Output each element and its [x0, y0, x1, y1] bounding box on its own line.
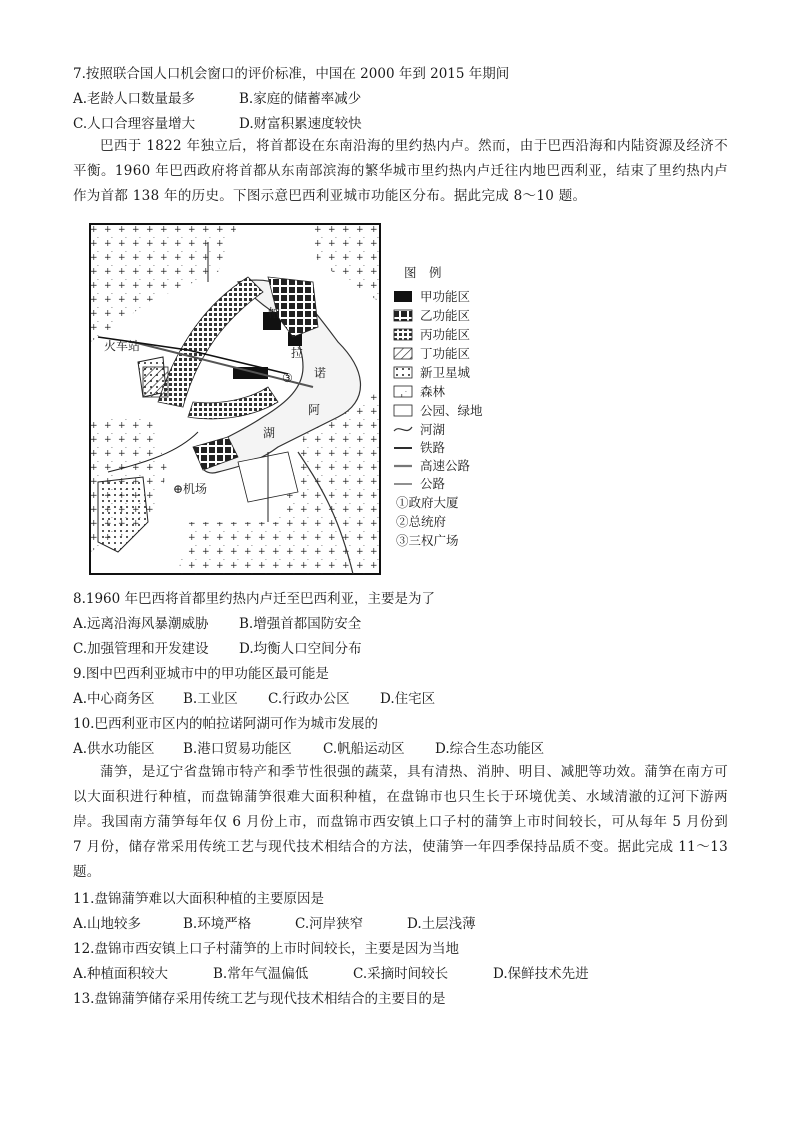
passage-brasilia: 巴西于 1822 年独立后，将首都设在东南沿海的里约热内卢。然而，由于巴西沿海和内陆资源及经济不平衡。1960 年巴西政府将首都从东南部滨海的繁华城市里约热内卢迁往内地巴西利亚，结束了里约热内卢作为首都 138 年的历史。下图示意巴西利亚城市功能区分布。据此完成 8～10 题。	[73, 138, 728, 204]
legend-swatch-river	[394, 427, 412, 431]
q7-options-row1	[73, 89, 361, 109]
legend-swatch-forest	[394, 386, 412, 397]
passage-cattail-shoots: 蒲笋，是辽宁省盘锦市特产和季节性很强的蔬菜，具有清热、消肿、明目、减肥等功效。蒲笋在南方可以大面积进行种植，而盘锦蒲笋很难大面积种植，在盘锦市也只生长于环境优美、水域清澈的辽河下游两岸。我国南方蒲笋每年仅 6 月份上市，而盘锦市西安镇上口子村的蒲笋上市时间较长，可从每年 5 月份到 7 月份，储存常采用传统工艺与现代技术相结合的方法，使蒲笋一年四季保持品质不变。据此完成 11～13 题。	[73, 764, 728, 880]
legend-swatch-bing	[394, 329, 412, 340]
label-airport: ⊕机场	[173, 482, 208, 496]
label-lake-char-5: 湖	[263, 426, 276, 440]
label-lake-char-4: 阿	[308, 403, 321, 417]
q11-option-d: D.土层浅薄	[407, 916, 476, 932]
q12-option-c: C.采摘时间较长	[353, 966, 449, 982]
q8-option-b: B.增强首都国防安全	[239, 616, 362, 632]
label-lake-char-2: 拉	[291, 346, 304, 360]
q9-option-a: A.中心商务区	[73, 691, 155, 707]
legend-ding: 丁功能区	[420, 346, 471, 361]
q9-option-c: C.行政办公区	[268, 691, 350, 707]
q7-option-b: B.家庭的储蓄率减少	[239, 91, 362, 107]
q8-option-a: A.远离沿海风暴潮威胁	[73, 616, 209, 632]
q10-option-c: C.帆船运动区	[323, 741, 405, 757]
legend-government-building: ①政府大厦	[396, 495, 459, 510]
legend-presidential-palace: ②总统府	[396, 514, 447, 529]
legend-swatch-ding	[394, 348, 412, 359]
q8-option-c: C.加强管理和开发建设	[73, 641, 209, 657]
legend-yi: 乙功能区	[420, 308, 471, 323]
q10-option-a: A.供水功能区	[73, 741, 155, 757]
q9-option-d: D.住宅区	[380, 691, 436, 707]
legend-railway: 铁路	[420, 440, 446, 455]
legend-highway: 高速公路	[420, 458, 471, 473]
legend-jia: 甲功能区	[420, 289, 471, 304]
zone-ding	[143, 367, 168, 397]
legend-road: 公路	[420, 476, 446, 491]
legend-swatch-jia	[394, 291, 412, 302]
label-lake-char-3: 诺	[314, 366, 327, 380]
q11-option-c: C.河岸狭窄	[295, 916, 364, 932]
label-lake-char-1: 帕	[268, 306, 281, 320]
legend-satellite: 新卫星城	[420, 365, 471, 380]
q12-options	[73, 964, 589, 984]
q11-option-a: A.山地较多	[73, 916, 142, 932]
q12-option-b: B.常年气温偏低	[213, 966, 309, 982]
map-legend	[394, 265, 483, 548]
q10-option-d: D.综合生态功能区	[435, 741, 545, 757]
q11-options	[73, 914, 476, 934]
brasilia-functional-zones-map	[88, 222, 484, 580]
q10-stem: 10.巴西利亚市区内的帕拉诺阿湖可作为城市发展的	[73, 716, 378, 732]
legend-river: 河湖	[420, 422, 446, 437]
legend-swatch-yi	[394, 310, 412, 321]
legend-three-powers-square: ③三权广场	[396, 533, 459, 548]
q7-options-row2	[73, 114, 362, 134]
legend-swatch-park	[394, 405, 412, 416]
q10-option-b: B.港口贸易功能区	[183, 741, 292, 757]
legend-forest: 森林	[420, 384, 446, 399]
q9-options	[73, 689, 435, 709]
forest-area-s	[178, 522, 288, 574]
q8-options-row2	[73, 639, 362, 659]
legend-park: 公园、绿地	[420, 403, 483, 418]
q8-options-row1	[73, 614, 361, 634]
q7-option-c: C.人口合理容量增大	[73, 116, 196, 132]
q7-stem: 7.按照联合国人口机会窗口的评价标准，中国在 2000 年到 2015 年期间	[73, 66, 510, 82]
q9-stem: 9.图中巴西利亚城市中的甲功能区最可能是	[73, 666, 329, 682]
label-three-powers-square: ③	[282, 371, 293, 385]
legend-swatch-satellite	[394, 367, 412, 378]
q7-option-a: A.老龄人口数量最多	[73, 91, 196, 107]
q13-stem: 13.盘锦蒲笋储存采用传统工艺与现代技术相结合的主要目的是	[73, 991, 446, 1007]
q12-stem: 12.盘锦市西安镇上口子村蒲笋的上市时间较长，主要是因为当地	[73, 941, 459, 957]
q8-stem: 8.1960 年巴西将首都里约热内卢迁至巴西利亚，主要是为了	[73, 591, 436, 607]
legend-title: 图 例	[404, 265, 442, 280]
q9-option-b: B.工业区	[183, 691, 238, 707]
q7-option-d: D.财富积累速度较快	[239, 116, 362, 132]
q11-option-b: B.环境严格	[183, 916, 252, 932]
q8-option-d: D.均衡人口空间分布	[239, 641, 362, 657]
legend-bing: 丙功能区	[420, 327, 471, 342]
q10-options	[73, 739, 544, 759]
q11-stem: 11.盘锦蒲笋难以大面积种植的主要原因是	[73, 891, 324, 907]
label-train-station: 火车站	[104, 339, 141, 353]
q12-option-d: D.保鲜技术先进	[493, 966, 589, 982]
q12-option-a: A.种植面积较大	[73, 966, 169, 982]
